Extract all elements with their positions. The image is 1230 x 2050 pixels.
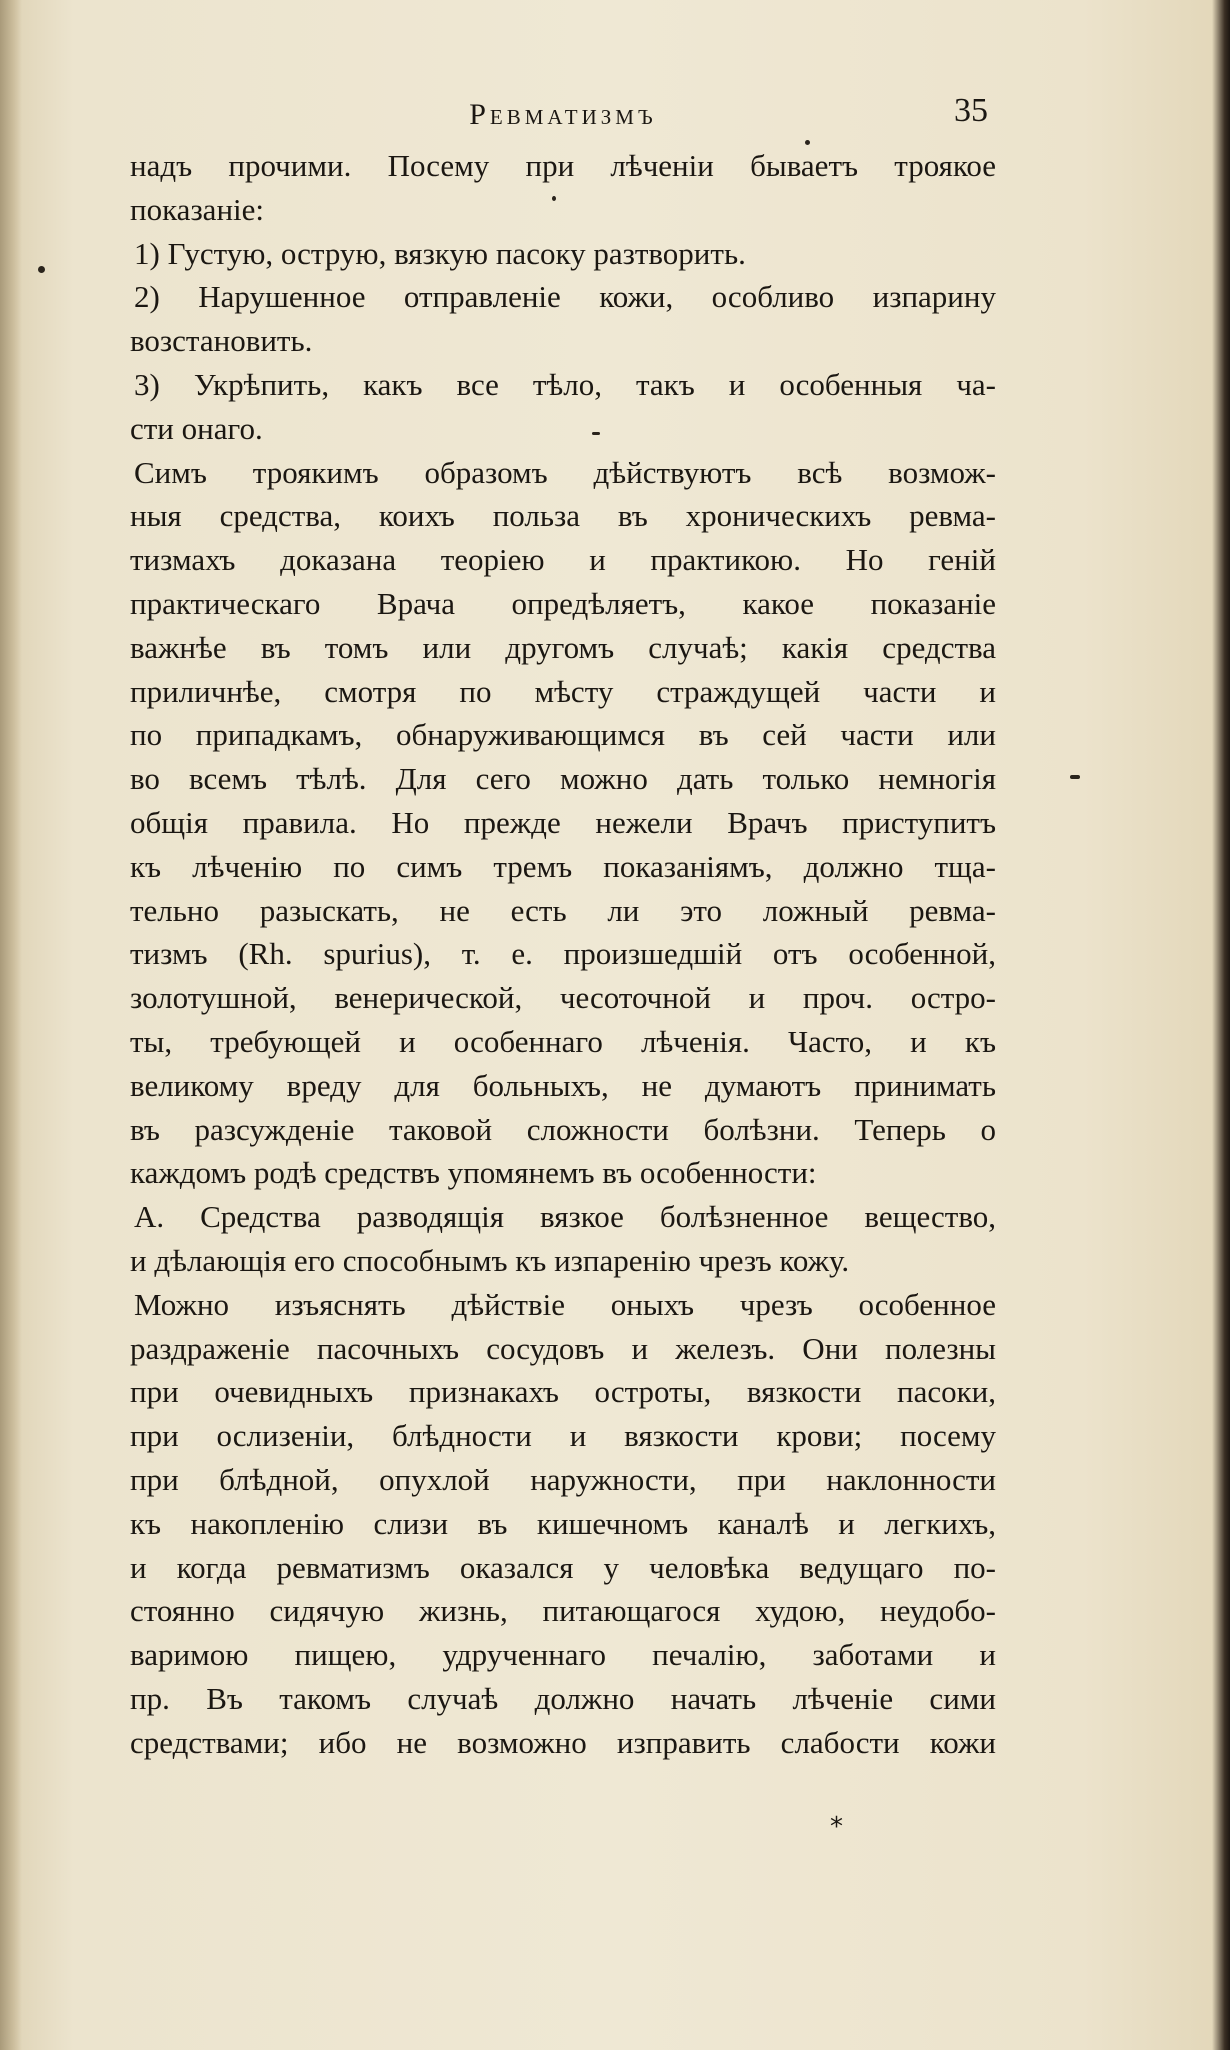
running-title: Ревматизмъ [469,98,657,131]
page-number: 35 [954,92,988,129]
text-line: въ разсужденіе таковой сложности болѣзни. Теперь о [130,1111,996,1147]
text-line: по припадкамъ, обнаруживающимся въ сей части или [130,717,996,753]
text-line: приличнѣе, смотря по мѣсту страждущей части и [130,673,996,709]
text-line: раздраженіе пасочныхъ сосудовъ и железъ. Они полезны [130,1330,996,1366]
text-line: важнѣе въ томъ или другомъ случаѣ; какія средства [130,629,996,665]
text-line: ныя средства, коихъ польза въ хроническихъ ревма- [130,498,996,534]
text-line: Можно изъяснять дѣйствіе оныхъ чрезъ особенное [134,1286,996,1322]
ink-speck [1070,775,1080,779]
text-line: во всемъ тѣлѣ. Для сего можно дать только немногія [130,761,996,797]
text-line: ты, требующей и особеннаго лѣченія. Часто, и къ [130,1023,996,1059]
text-line: средствами; ибо не возможно изправить слабости кожи [130,1724,996,1760]
text-line: при блѣдной, опухлой наружности, при наклонности [130,1461,996,1497]
text-line: Симъ троякимъ образомъ дѣйствуютъ всѣ возмож- [134,454,996,490]
section-heading-line: и дѣлающія его способнымъ къ изпаренію чрезъ кожу. [130,1242,850,1278]
text-line: надъ прочими. Посему при лѣченіи бываетъ троякое [130,148,996,183]
text-line: золотушной, венерической, чесоточной и проч. остро- [130,980,996,1016]
page-left-edge [0,0,22,2050]
text-line: при очевидныхъ признакахъ остроты, вязкости пасоки, [130,1374,996,1410]
text-line: варимою пищею, удрученнаго печалію, заботами и [130,1637,996,1673]
text-line: тизмъ (Rh. spurius), т. е. произшедшій отъ особенной, [130,936,996,972]
text-line: стоянно сидячую жизнь, питающагося худою, неудобо- [130,1593,996,1629]
section-heading-line: A. Средства разводящія вязкое болѣзненное вещество, [134,1199,996,1235]
text-line: къ накопленію слизи въ кишечномъ каналѣ и легкихъ, [130,1505,996,1541]
text-line: великому вреду для больныхъ, не думаютъ принимать [130,1067,996,1103]
text-line: тизмахъ доказана теоріею и практикою. Но геній [130,542,996,578]
text-line: тельно разыскать, не есть ли это ложный ревма- [130,892,996,928]
text-line: возстановить. [130,323,313,359]
ink-speck [38,266,45,273]
text-line: къ лѣченію по симъ тремъ показаніямъ, должно тща- [130,848,996,884]
page-right-edge [1212,0,1230,2050]
text-line: 2) Нарушенное отправленіе кожи, особливо изпарину [134,279,996,315]
text-block [130,92,996,1764]
text-line: и когда ревматизмъ оказался у человѣка ведущаго по- [130,1549,996,1585]
running-head [130,92,996,144]
text-line: общія правила. Но прежде нежели Врачъ приступитъ [130,804,996,840]
text-line: каждомъ родѣ средствъ упомянемъ въ особенности: [130,1155,817,1191]
signature-mark: * [830,1812,843,1842]
text-line: 3) Укрѣпить, какъ все тѣло, такъ и особенныя ча- [134,366,996,402]
text-line: 1) Густую, острую, вязкую пасоку разтворить. [134,235,746,271]
text-line: практическаго Врача опредѣляетъ, какое показаніе [130,585,996,621]
text-line: сти онаго. [130,410,263,446]
text-line: показаніе: [130,191,265,227]
text-line: пр. Въ такомъ случаѣ должно начать лѣченіе сими [130,1680,996,1716]
text-line: при ослизеніи, блѣдности и вязкости крови; посему [130,1418,996,1454]
